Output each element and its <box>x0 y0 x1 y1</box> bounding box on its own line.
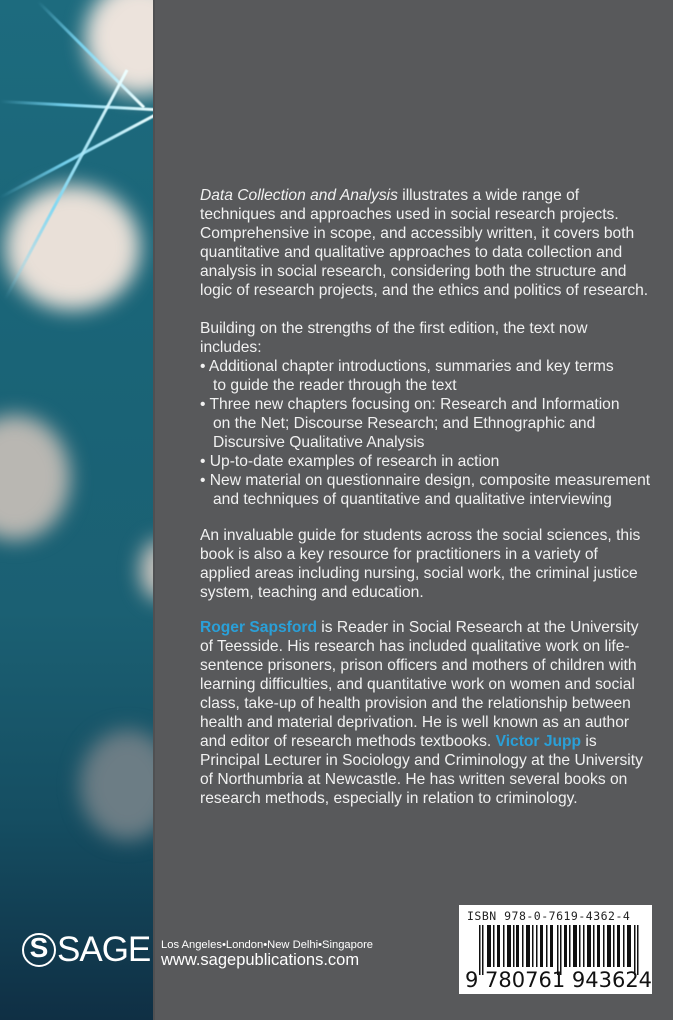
book-title: Data Collection and Analysis <box>200 187 398 204</box>
cover-image-panel <box>0 0 153 1020</box>
bullet-item: • Three new chapters focusing on: Research and Information <box>200 396 620 413</box>
sage-wordmark: SAGE <box>57 930 151 969</box>
sage-logo <box>22 930 151 969</box>
light-beam <box>0 100 153 111</box>
publisher-info <box>161 939 373 969</box>
bullet-item: • Additional chapter introductions, summaries and key terms <box>200 358 614 375</box>
bokeh-light <box>5 185 140 310</box>
bokeh-light <box>0 415 70 540</box>
bullet-item: • New material on questionnaire design, composite measurement <box>200 472 651 489</box>
author-bio-paragraph: Roger Sapsford is Reader in Social Research at the University of Teesside. His research has included qualitative work on life- sentence prisoners, prison officers and mothers of children with learning difficulties, and quantitative work on women and social class, take-up of health provision and the relationship between health and material deprivation. He is well known as an author and editor of research methods textbooks. Victor Jupp is Principal Lecturer in Sociology and Criminology at the University of Northumbria at Newcastle. He has written several books on research methods, especially in relation to criminology. <box>200 619 643 807</box>
publisher-url: www.sagepublications.com <box>161 951 360 969</box>
sage-s-mark-icon: S <box>22 933 56 967</box>
author-name-victor-jupp: Victor Jupp <box>495 733 582 750</box>
publisher-cities: Los Angeles•London•New Delhi•Singapore <box>161 939 374 951</box>
panel-divider <box>153 0 155 1020</box>
bullet-item: • Up-to-date examples of research in action <box>200 453 500 470</box>
bokeh-light <box>140 540 153 600</box>
isbn-label: ISBN 978-0-7619-4362-4 <box>467 909 631 923</box>
features-paragraph: Building on the strengths of the first edition, the text now includes: • Additional chapter introductions, summaries and key terms to guide the reader through the text • Three new chapters focusing on: Research and Information on the Net; Discourse Research; and Ethnographic and Discursive Qualitative Analysis • Up-to-date examples of research in action • New material on questionnaire design, composite measurement and techniques of quantitative and qualitative interviewing <box>200 319 665 509</box>
author-name-roger-sapsford: Roger Sapsford <box>200 619 317 636</box>
barcode-digits: 9 780761 943624 <box>465 968 653 992</box>
audience-paragraph: An invaluable guide for students across the social sciences, this book is also a key resource for practitioners in a variety of applied areas including nursing, social work, the criminal justice system, teaching and education. <box>200 527 641 601</box>
bokeh-light <box>80 730 153 840</box>
description-paragraph: Data Collection and Analysis illustrates a wide range of techniques and approaches used in social research projects. Comprehensive in scope, and accessibly written, it covers both quantitative and qualitative approaches to data collection and analysis in social research, considering both the structure and logic of research projects, and the ethics and politics of research. <box>200 187 649 299</box>
isbn-barcode <box>459 905 652 994</box>
